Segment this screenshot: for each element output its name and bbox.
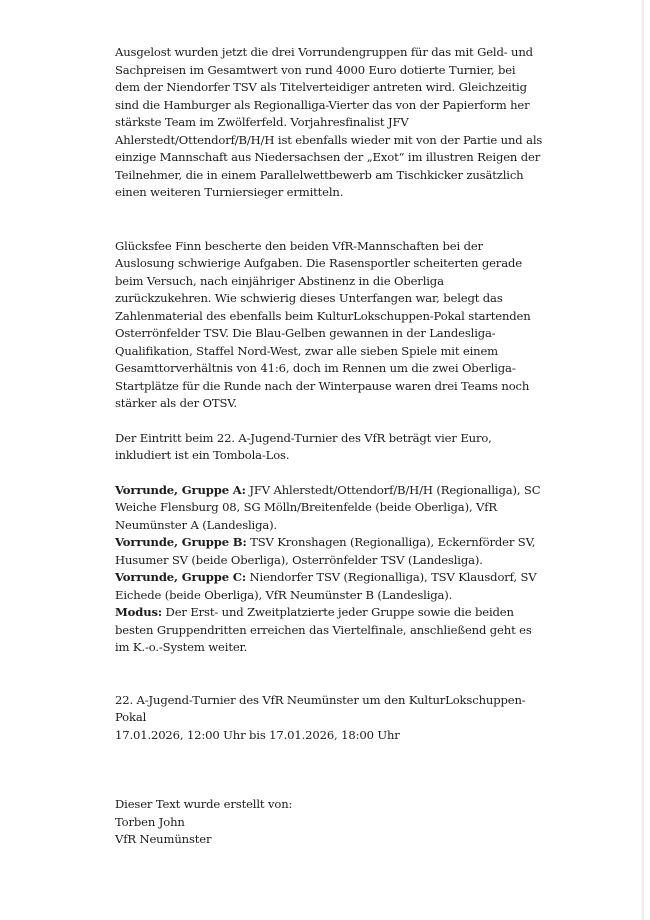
group-a-teams: JFV Ahlerstedt/Ottendorf/B/H/H (Regionalliga), SC Weiche Flensburg 08, SG Mölln/Breitenfelde (beide Oberliga), VfR Neumünster A (Landesliga).	[115, 482, 541, 532]
page-edge-shadow	[641, 0, 644, 920]
event-datetime: 17.01.2026, 12:00 Uhr bis 17.01.2026, 18:00 Uhr	[115, 727, 400, 742]
author-name: Torben John	[115, 814, 185, 829]
author-block	[115, 796, 543, 849]
mode	[115, 604, 543, 657]
paragraph-intro: Ausgelost wurden jetzt die drei Vorrundengruppen für das mit Geld- und Sachpreisen im Gesamtwert von rund 4000 Euro dotierte Turnier, bei dem der Niendorfer TSV als Titelverteidiger antreten wird. Gleichzeitig sind die Hamburger als Regionalliga-Vierter das von der Papierform her stärkste Team im Zwölferfeld. Vorjahresfinalist JFV Ahlerstedt/Ottendorf/B/H/H ist ebenfalls wieder mit von der Partie und als einzige Mannschaft aus Niedersachsen der „Exot“ im illustren Reigen der Teilnehmer, die in einem Parallelwettbewerb am Tischkicker zusätzlich einen weiteren Turniersieger ermitteln.	[115, 45, 543, 199]
group-c	[115, 569, 543, 604]
group-a	[115, 482, 543, 535]
group-b	[115, 534, 543, 569]
author-club: VfR Neumünster	[115, 832, 212, 846]
mode-label: Modus:	[115, 605, 163, 619]
article-body	[115, 44, 543, 849]
group-c-label: Vorrunde, Gruppe C:	[115, 570, 247, 584]
paragraph-admission: Der Eintritt beim 22. A-Jugend-Turnier des VfR beträgt vier Euro, inkludiert ist ein Tombola-Los.	[115, 430, 492, 462]
author-intro: Dieser Text wurde erstellt von:	[115, 797, 293, 811]
group-b-label: Vorrunde, Gruppe B:	[115, 535, 247, 549]
event-info	[115, 692, 543, 745]
group-a-label: Vorrunde, Gruppe A:	[115, 482, 246, 497]
group-c-teams: Niendorfer TSV (Regionalliga), TSV Klausdorf, SV Eichede (beide Oberliga), VfR Neumünster B (Landesliga).	[115, 570, 537, 602]
paragraph-draw: Glücksfee Finn bescherte den beiden VfR-Mannschaften bei der Auslosung schwierige Aufgaben. Die Rasensportler scheiterten gerade beim Versuch, nach einjähriger Abstinenz in die Oberliga zurückzukehren. Wie schwierig dieses Unterfangen war, belegt das Zahlenmaterial des ebenfalls beim KulturLokschuppen-Pokal startenden Osterrönfelder TSV. Die Blau-Gelben gewannen in der Landesliga-Qualifikation, Staffel Nord-West, zwar alle sieben Spiele mit einem Gesamttorverhältnis von 41:6, doch im Rennen um die zwei Oberliga-Startplätze für die Runde nach der Winterpause waren drei Teams noch stärker als der OTSV.	[115, 238, 531, 410]
mode-text: Der Erst- und Zweitplatzierte jeder Gruppe sowie die beiden besten Gruppendritten erreichen das Viertelfinale, anschließend geht es im K.-o.-System weiter.	[115, 605, 532, 654]
event-title: 22. A-Jugend-Turnier des VfR Neumünster um den KulturLokschuppen-Pokal	[115, 692, 526, 724]
group-b-teams: TSV Kronshagen (Regionalliga), Eckernförder SV, Husumer SV (beide Oberliga), Osterrönfelder TSV (Landesliga).	[115, 535, 536, 567]
groups-block	[115, 482, 543, 657]
